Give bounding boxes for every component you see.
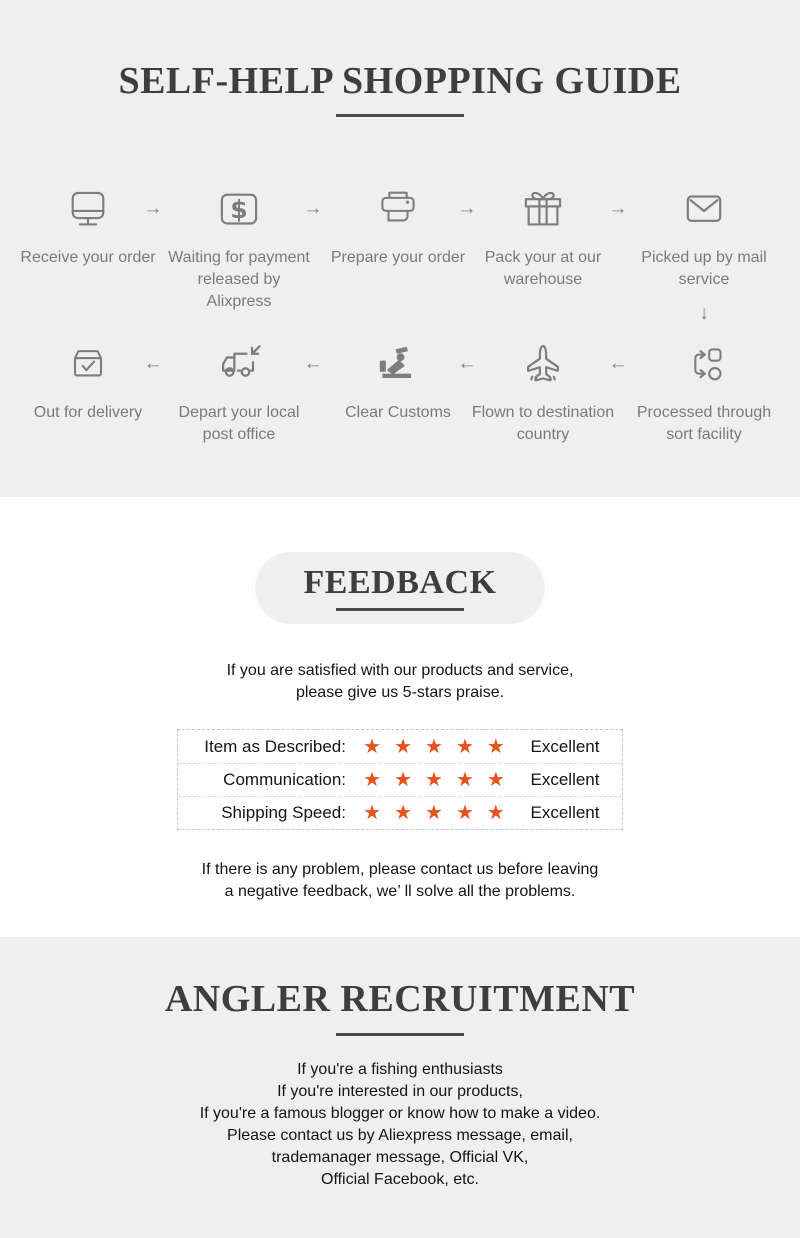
flow-step-clear-customs bbox=[323, 336, 473, 424]
sort-icon bbox=[629, 336, 779, 394]
feedback-outro bbox=[0, 859, 800, 903]
arrow-left-icon: ← bbox=[143, 353, 163, 374]
flow-step-label: Picked up by mail service bbox=[641, 249, 767, 288]
arrow-down-icon: ↓ bbox=[699, 303, 709, 324]
star-icon: ★ bbox=[394, 735, 413, 758]
star-icon: ★ bbox=[425, 802, 443, 824]
flow-step-label: Pack your at our warehouse bbox=[484, 249, 602, 288]
rating-label: Communication: bbox=[223, 770, 346, 789]
flow-step-waiting-payment bbox=[164, 181, 314, 313]
arrow-right-icon: → bbox=[608, 198, 628, 219]
feedback-outro-line: If there is any problem, please contact us before leaving bbox=[201, 861, 599, 878]
flow-step-label: Out for delivery bbox=[33, 404, 143, 421]
flow-step-label: Flown to destination country bbox=[471, 404, 615, 443]
five-star-rating bbox=[346, 737, 522, 757]
arrow-right-icon: → bbox=[457, 198, 477, 219]
flow-step-pack-warehouse bbox=[468, 181, 618, 291]
flow-step-out-for-delivery bbox=[13, 336, 163, 424]
star-icon: ★ bbox=[425, 735, 443, 758]
recruitment-line: Official Facebook, etc. bbox=[321, 1171, 479, 1188]
arrow-left-icon: ← bbox=[457, 353, 477, 374]
customs-icon bbox=[323, 336, 473, 394]
feedback-title: FEEDBACK bbox=[303, 564, 497, 601]
truck-icon bbox=[164, 336, 314, 394]
guide-title: SELF-HELP SHOPPING GUIDE bbox=[118, 60, 682, 102]
star-icon: ★ bbox=[425, 769, 443, 791]
shipping-flow-diagram bbox=[0, 181, 800, 493]
recruitment-line: Please contact us by Aliexpress message, email, bbox=[227, 1127, 573, 1144]
star-icon: ★ bbox=[363, 802, 382, 824]
feedback-section bbox=[0, 497, 800, 937]
payment-icon bbox=[164, 181, 314, 239]
flow-step-receive-order bbox=[13, 181, 163, 269]
star-icon: ★ bbox=[455, 802, 474, 824]
flow-step-flown-destination bbox=[468, 336, 618, 446]
feedback-title-pill bbox=[255, 552, 545, 624]
recruitment-line: If you're a fishing enthusiasts bbox=[297, 1061, 503, 1078]
star-icon: ★ bbox=[486, 802, 505, 824]
flow-step-label: Waiting for payment released by Alixpress bbox=[168, 249, 310, 310]
star-icon: ★ bbox=[455, 735, 474, 758]
recruitment-title: ANGLER RECRUITMENT bbox=[164, 978, 636, 1020]
flow-step-label: Clear Customs bbox=[345, 404, 451, 421]
flow-step-depart-post-office bbox=[164, 336, 314, 446]
rating-value: Excellent bbox=[530, 803, 600, 822]
feedback-intro-line: If you are satisfied with our products and service, bbox=[226, 662, 574, 679]
flow-step-label: Depart your local post office bbox=[178, 404, 300, 443]
arrow-right-icon: → bbox=[143, 198, 163, 219]
flow-step-label: Processed through sort facility bbox=[636, 404, 772, 443]
five-star-rating bbox=[346, 770, 522, 790]
arrow-left-icon: ← bbox=[608, 353, 628, 374]
rating-label: Shipping Speed: bbox=[221, 803, 346, 822]
feedback-intro-line: please give us 5-stars praise. bbox=[295, 684, 505, 701]
five-star-rating bbox=[346, 803, 522, 823]
rating-value: Excellent bbox=[530, 770, 600, 789]
feedback-title-underline bbox=[336, 608, 464, 611]
flow-step-sort-facility bbox=[629, 336, 779, 446]
flow-step-prepare-order bbox=[323, 181, 473, 269]
star-icon: ★ bbox=[363, 769, 382, 791]
flow-step-label: Receive your order bbox=[20, 249, 156, 266]
rating-row-communication bbox=[178, 763, 622, 796]
rating-value: Excellent bbox=[530, 736, 600, 756]
star-icon: ★ bbox=[394, 802, 413, 824]
svg-text:$: $ bbox=[230, 195, 248, 225]
rating-label: Item as Described: bbox=[204, 736, 346, 756]
feedback-outro-line: a negative feedback, we’ ll solve all the problems. bbox=[224, 883, 576, 900]
star-icon: ★ bbox=[486, 769, 505, 791]
star-icon: ★ bbox=[455, 769, 474, 791]
guide-title-underline bbox=[336, 114, 464, 117]
gift-icon bbox=[468, 181, 618, 239]
mail-icon bbox=[629, 181, 779, 239]
arrow-right-icon: → bbox=[303, 198, 323, 219]
star-icon: ★ bbox=[486, 735, 505, 758]
recruitment-title-underline bbox=[336, 1033, 464, 1036]
rating-row-item-described bbox=[178, 730, 622, 763]
plane-icon bbox=[468, 336, 618, 394]
angler-recruitment-section bbox=[0, 937, 800, 1238]
arrow-left-icon: ← bbox=[303, 353, 323, 374]
recruitment-line: If you're interested in our products, bbox=[277, 1083, 523, 1100]
flow-step-mail-pickup bbox=[629, 181, 779, 291]
shopping-guide-section bbox=[0, 0, 800, 497]
star-icon: ★ bbox=[394, 769, 413, 791]
rating-row-shipping-speed bbox=[178, 796, 622, 829]
recruitment-line: trademanager message, Official VK, bbox=[271, 1149, 529, 1166]
rating-table bbox=[177, 729, 623, 830]
flow-step-label: Prepare your order bbox=[330, 249, 466, 266]
star-icon: ★ bbox=[363, 735, 382, 758]
recruitment-text bbox=[0, 1059, 800, 1191]
recruitment-line: If you're a famous blogger or know how to make a video. bbox=[199, 1105, 601, 1122]
printer-icon bbox=[323, 181, 473, 239]
